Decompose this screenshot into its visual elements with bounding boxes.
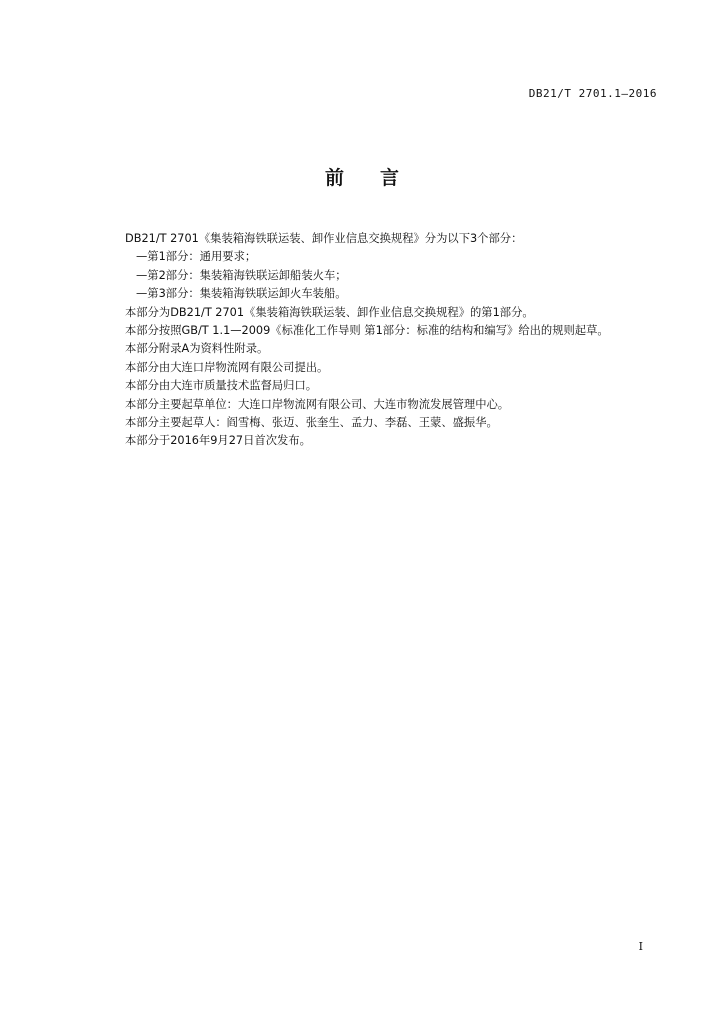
- list-item-part-2: —第2部分：集装箱海铁联运卸船装火车；: [136, 268, 347, 282]
- paragraph-drafting-units: 本部分主要起草单位：大连口岸物流网有限公司、大连市物流发展管理中心。: [125, 397, 510, 411]
- foreword-body: [125, 230, 675, 451]
- paragraph-centralized: 本部分由大连市质量技术监督局归口。: [125, 379, 318, 393]
- doc-code: DB21/T 2701.1—2016: [528, 87, 657, 100]
- page-number: I: [638, 940, 643, 953]
- paragraph-release: 本部分于2016年9月27日首次发布。: [125, 434, 311, 448]
- paragraph-appendix: 本部分附录A为资料性附录。: [125, 342, 269, 356]
- paragraph-parts-intro: DB21/T 2701《集装箱海铁联运装、卸作业信息交换规程》分为以下3个部分：: [125, 232, 523, 245]
- paragraph-proposer: 本部分由大连口岸物流网有限公司提出。: [125, 360, 329, 374]
- paragraph-drafting-rules: 本部分按照GB/T 1.1—2009《标准化工作导则 第1部分：标准的结构和编写》给出的规则起草。: [125, 324, 609, 338]
- page-title: 前言: [324, 167, 435, 189]
- paragraph-drafters: 本部分主要起草人：阎雪梅、张迈、张奎生、孟力、李磊、王蒙、盛振华。: [125, 416, 498, 430]
- list-item-part-3: —第3部分：集装箱海铁联运卸火车装船。: [136, 287, 347, 301]
- list-item-part-1: —第1部分：通用要求；: [136, 250, 257, 264]
- paragraph-part-of: 本部分为DB21/T 2701《集装箱海铁联运装、卸作业信息交换规程》的第1部分。: [125, 305, 534, 319]
